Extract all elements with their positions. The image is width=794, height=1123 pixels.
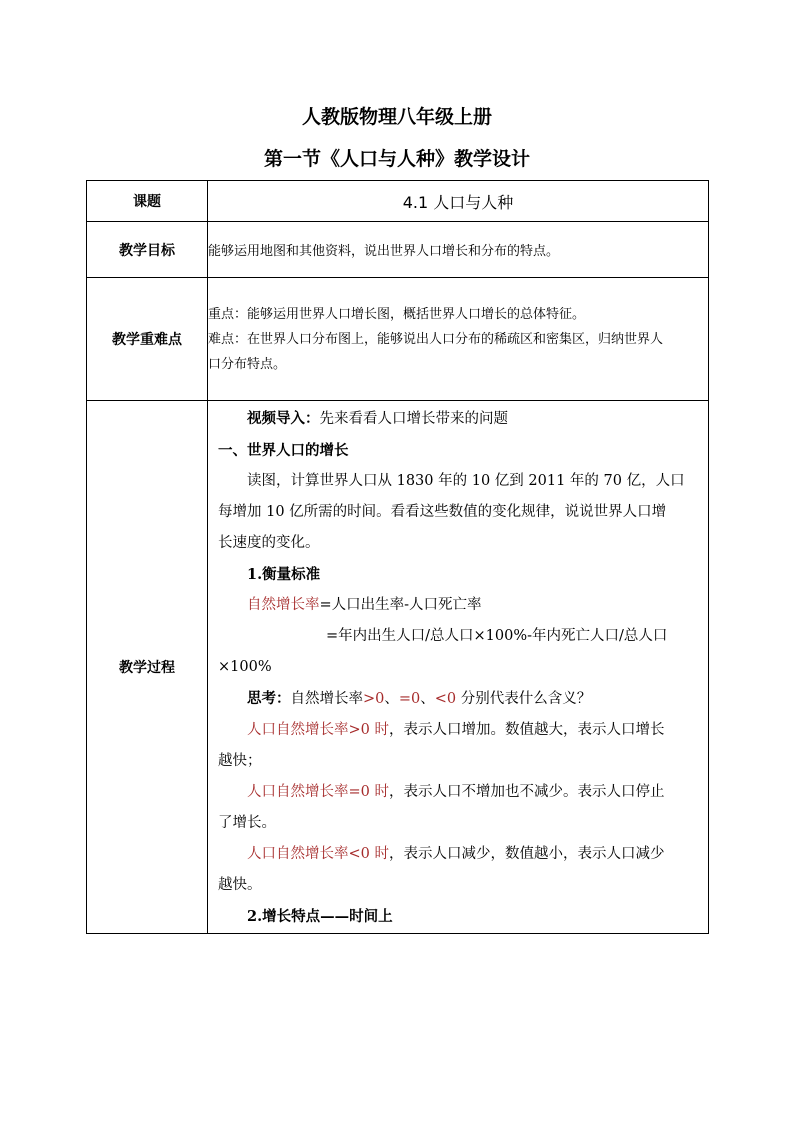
goal-row	[87, 222, 709, 278]
topic-label: 课题	[87, 181, 208, 222]
document-title: 人教版物理八年级上册	[301, 106, 492, 128]
subheading-measure: 1.衡量标准	[247, 566, 321, 583]
video-text: 先来看看人口增长带来的问题	[319, 411, 508, 427]
document-subtitle: 第一节《人口与人种》教学设计	[263, 148, 530, 170]
rate-definition	[218, 590, 700, 621]
think-sep-1: 、	[384, 691, 399, 707]
negative-rate-text: ，表示人口减少，数值越小，表示人口减少	[388, 846, 665, 862]
keypoints-label: 教学重难点	[87, 278, 208, 401]
think-post: 分别代表什么含义？	[456, 691, 592, 707]
goal-label: 教学目标	[87, 222, 208, 278]
negative-rate-term: 人口自然增长率<0 时	[247, 846, 389, 862]
negative-rate-line-1	[218, 839, 700, 870]
process-label: 教学过程	[87, 401, 208, 934]
topic-value: 4.1 人口与人种	[208, 181, 709, 222]
positive-rate-line-1	[218, 715, 700, 746]
keypoints-row	[87, 278, 709, 401]
rate-term: 自然增长率	[247, 597, 320, 613]
think-gt: >0	[363, 691, 385, 707]
formula-line-1: =年内出生人口/总人口×100%-年内死亡人口/总人口	[326, 628, 668, 644]
process-content	[208, 401, 709, 934]
reading-line-1: 读图，计算世界人口从 1830 年的 10 亿到 2011 年的 70 亿，人口	[247, 473, 685, 489]
goal-value: 能够运用地图和其他资料，说出世界人口增长和分布的特点。	[208, 222, 709, 278]
formula-line-2: ×100%	[218, 659, 272, 675]
subheading-growth: 2.增长特点——时间上	[247, 908, 393, 925]
video-intro	[218, 403, 700, 435]
difficulty-line-2: 口分布特点。	[208, 356, 287, 372]
think-pre: 自然增长率	[290, 691, 363, 707]
topic-row	[87, 181, 709, 222]
zero-rate-line-2: 了增长。	[218, 815, 276, 831]
reading-line-3: 长速度的变化。	[218, 535, 320, 551]
think-sep-2: 、	[420, 691, 435, 707]
think-label: 思考：	[247, 690, 291, 707]
think-question	[218, 683, 700, 715]
positive-rate-term: 人口自然增长率>0 时	[247, 722, 389, 738]
think-lt: <0	[434, 691, 457, 707]
zero-rate-term: 人口自然增长率=0 时	[247, 784, 389, 800]
positive-rate-line-2: 越快；	[218, 753, 262, 769]
difficulty-line-1: 难点：在世界人口分布图上，能够说出人口分布的稀疏区和密集区，归纳世界人	[208, 331, 664, 347]
negative-rate-line-2: 越快。	[218, 877, 262, 893]
key-point: 重点：能够运用世界人口增长图，概括世界人口增长的总体特征。	[208, 306, 586, 322]
positive-rate-text: ，表示人口增加。数值越大，表示人口增长	[388, 722, 665, 738]
zero-rate-line-1	[218, 777, 700, 808]
zero-rate-text: ，表示人口不增加也不减少。表示人口停止	[388, 784, 665, 800]
process-row	[87, 401, 709, 934]
think-eq: =0	[398, 691, 421, 707]
section-heading-1: 一、世界人口的增长	[218, 442, 349, 459]
rate-equation: =人口出生率-人口死亡率	[319, 597, 482, 613]
reading-line-2: 每增加 10 亿所需的时间。看看这些数值的变化规律，说说世界人口增	[218, 504, 667, 520]
lesson-plan-table	[86, 180, 709, 934]
keypoints-content	[208, 278, 709, 401]
video-label: 视频导入：	[247, 410, 320, 427]
